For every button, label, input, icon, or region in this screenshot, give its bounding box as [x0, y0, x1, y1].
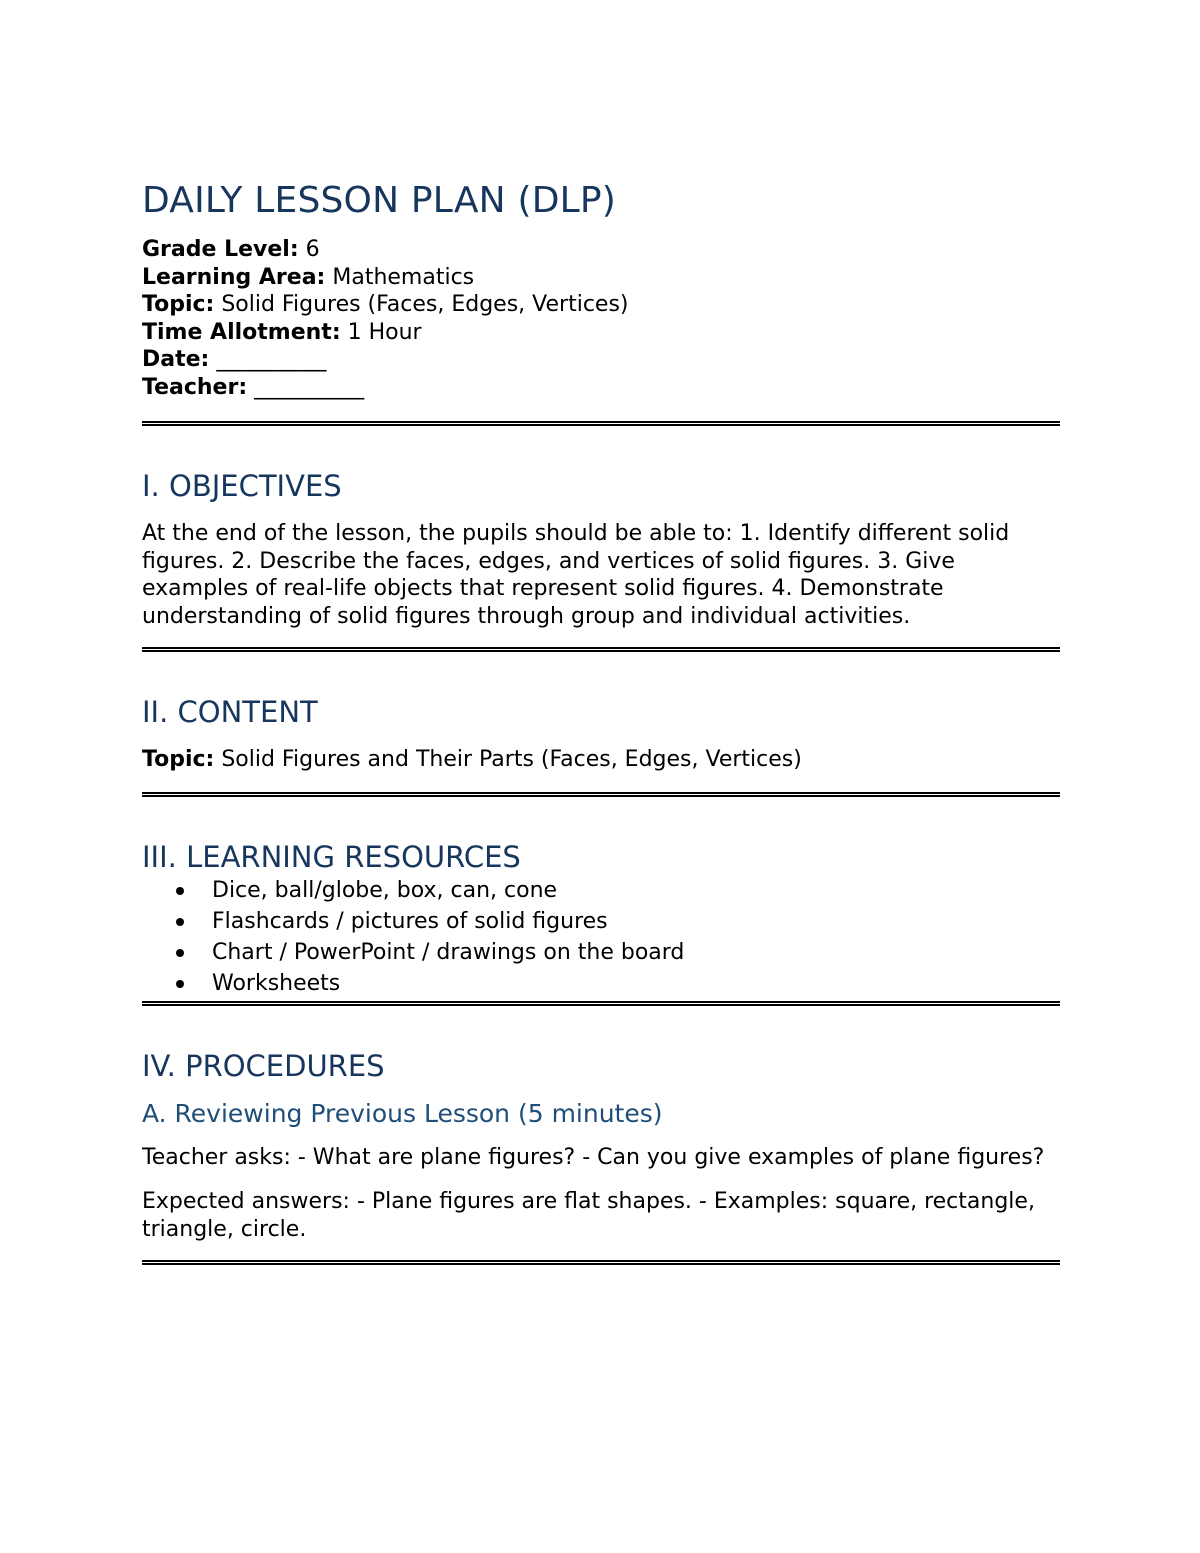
bullet-icon: [176, 918, 184, 926]
topic-label: Topic:: [142, 292, 215, 317]
learning-area-value: Mathematics: [332, 264, 475, 290]
time-allotment-value: 1 Hour: [347, 319, 422, 345]
section-divider: [142, 792, 1060, 797]
lesson-plan-page: [142, 176, 1060, 1265]
content-topic: [142, 746, 1060, 774]
date-label: Date:: [142, 347, 210, 372]
teacher-asks-text: Teacher asks: - What are plane figures? - Can you give examples of plane figures?: [142, 1144, 1045, 1170]
grade-level-label: Grade Level:: [142, 237, 299, 262]
content-topic-value: Solid Figures and Their Parts (Faces, Edges, Vertices): [221, 747, 802, 772]
bullet-icon: [176, 980, 184, 988]
teacher-row: [142, 374, 1060, 402]
date-row: [142, 346, 1060, 374]
list-item-text: Flashcards / pictures of solid figures: [212, 908, 608, 934]
list-item: [142, 937, 1060, 968]
list-item: [142, 906, 1060, 937]
grade-level-row: [142, 236, 1060, 264]
list-item-text: Dice, ball/globe, box, can, cone: [212, 877, 558, 903]
section-divider: [142, 647, 1060, 652]
lesson-meta: [142, 236, 1060, 401]
grade-level-value: 6: [305, 237, 320, 262]
topic-row: [142, 291, 1060, 319]
objectives-text: At the end of the lesson, the pupils should be able to: 1. Identify different solid figures. 2. Describe the faces, edges, and vertices of solid figures. 3. Give examples of real-life objects that represent solid figures. 4. Demonstrate understanding of solid figures through group and individual activities.: [142, 521, 1010, 629]
objectives-heading: I. OBJECTIVES: [142, 469, 342, 503]
resources-heading: III. LEARNING RESOURCES: [142, 839, 521, 874]
list-item-text: Chart / PowerPoint / drawings on the board: [212, 939, 685, 965]
topic-value: Solid Figures (Faces, Edges, Vertices): [221, 292, 629, 317]
teacher-value: __________: [254, 374, 365, 400]
section-divider: [142, 421, 1060, 426]
date-value: __________: [216, 347, 327, 372]
page-title: DAILY LESSON PLAN (DLP): [142, 180, 617, 221]
learning-area-row: [142, 264, 1060, 292]
section-divider: [142, 1260, 1060, 1265]
content-topic-label: Topic:: [142, 747, 215, 772]
procedures-heading: IV. PROCEDURES: [142, 1048, 385, 1083]
bullet-icon: [176, 887, 184, 895]
resources-list: [142, 875, 1060, 999]
list-item-text: Worksheets: [212, 970, 341, 996]
time-allotment-row: [142, 319, 1060, 347]
learning-area-label: Learning Area:: [142, 264, 326, 290]
teacher-label: Teacher:: [142, 374, 248, 400]
section-divider: [142, 1001, 1060, 1006]
expected-answers-text: Expected answers: - Plane figures are flat shapes. - Examples: square, rectangle, triangle, circle.: [142, 1189, 1035, 1242]
list-item: [142, 875, 1060, 906]
content-heading: II. CONTENT: [142, 695, 318, 729]
bullet-icon: [176, 949, 184, 957]
reviewing-lesson-heading: A. Reviewing Previous Lesson (5 minutes): [142, 1098, 663, 1128]
time-allotment-label: Time Allotment:: [142, 319, 341, 345]
list-item: [142, 968, 1060, 999]
